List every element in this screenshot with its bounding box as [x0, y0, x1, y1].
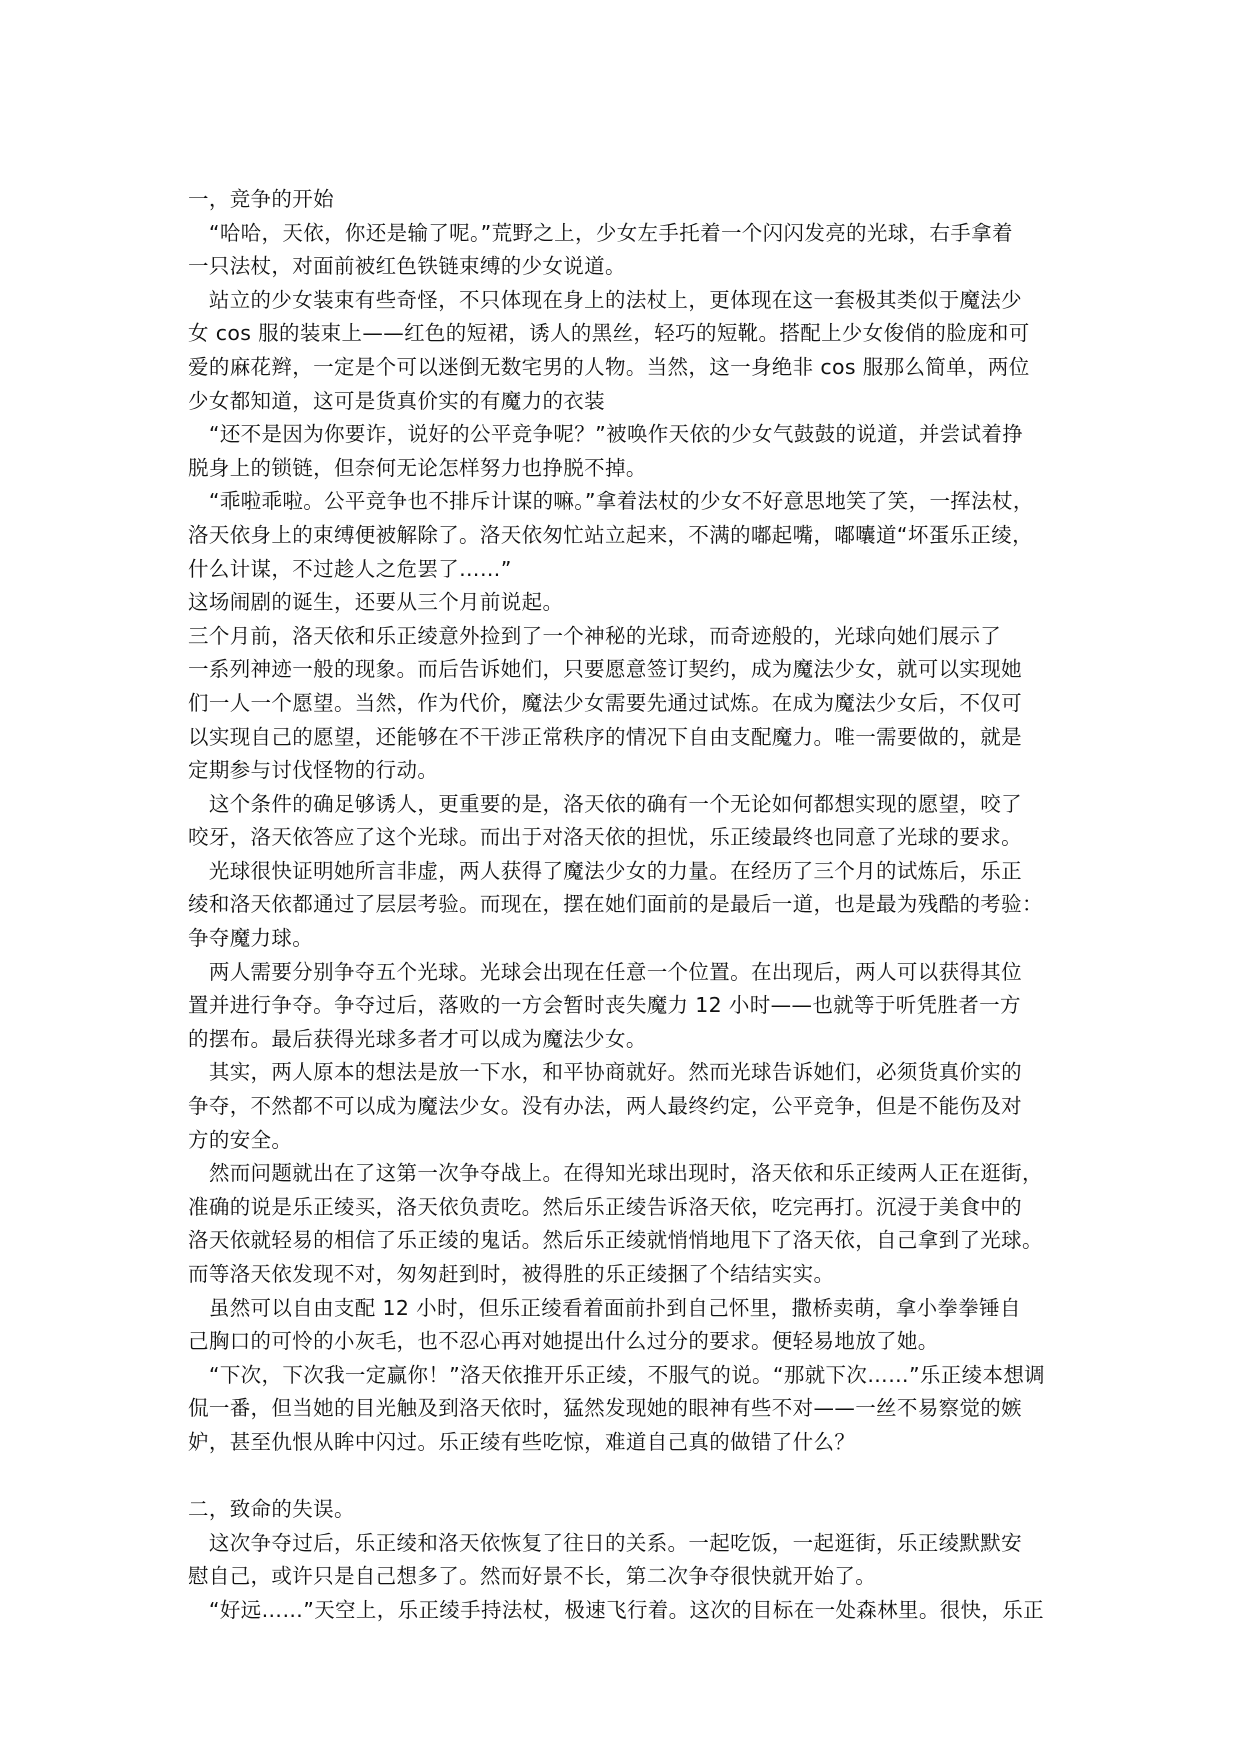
text-line: 争夺魔力球。: [188, 926, 314, 951]
text-line: 然而问题就出在了这第一次争夺战上。在得知光球出现时，洛天依和乐正绫两人正在逛街，: [188, 1161, 1043, 1186]
text-line: “乖啦乖啦。公平竞争也不排斥计谋的嘛。”拿着法杖的少女不好意思地笑了笑，一挥法杖，: [188, 489, 1034, 514]
text-line: 女 cos 服的装束上——红色的短裙，诱人的黑丝，轻巧的短靴。搭配上少女俊俏的脸庞和可: [188, 321, 1030, 346]
text-line: 光球很快证明她所言非虚，两人获得了魔法少女的力量。在经历了三个月的试炼后，乐正: [188, 858, 1022, 883]
section-heading: 一，竞争的开始: [188, 187, 334, 211]
text-line: 争夺，不然都不可以成为魔法少女。没有办法，两人最终约定，公平竞争，但是不能伤及对: [188, 1094, 1022, 1119]
text-line: 绫和洛天依都通过了层层考验。而现在，摆在她们面前的是最后一道，也是最为残酷的考验：: [188, 892, 1043, 917]
text-line: “还不是因为你要诈，说好的公平竞争呢？”被唤作天依的少女气鼓鼓的说道，并尝试着挣: [188, 422, 1024, 447]
text-line: 什么计谋，不过趁人之危罢了……”: [188, 556, 512, 581]
text-line: 站立的少女装束有些奇怪，不只体现在身上的法杖上，更体现在这一套极其类似于魔法少: [188, 287, 1022, 312]
text-line: 们一人一个愿望。当然，作为代价，魔法少女需要先通过试炼。在成为魔法少女后，不仅可: [188, 690, 1022, 715]
text-line: 两人需要分别争夺五个光球。光球会出现在任意一个位置。在出现后，两人可以获得其位: [188, 959, 1022, 984]
text-line: “好远……”天空上，乐正绫手持法杖，极速飞行着。这次的目标在一处森林里。很快，乐正: [188, 1597, 1044, 1622]
text-line: 其实，两人原本的想法是放一下水，和平协商就好。然而光球告诉她们，必须货真价实的: [188, 1060, 1022, 1085]
text-line: 爱的麻花辫，一定是个可以迷倒无数宅男的人物。当然，这一身绝非 cos 服那么简单，两位: [188, 354, 1030, 379]
section-body: [188, 1527, 1058, 1628]
text-line: 方的安全。: [188, 1127, 293, 1152]
text-line: 己胸口的可怜的小灰毛，也不忍心再对她提出什么过分的要求。便轻易地放了她。: [188, 1329, 939, 1354]
text-line: 虽然可以自由支配 12 小时，但乐正绫看着面前扑到自己怀里，撒桥卖萌，拿小拳拳锤自: [188, 1295, 1021, 1320]
text-line: 准确的说是乐正绫买，洛天依负责吃。然后乐正绫告诉洛天依，吃完再打。沉浸于美食中的: [188, 1194, 1022, 1219]
text-line: 定期参与讨伐怪物的行动。: [188, 758, 439, 783]
text-line: 这场闹剧的诞生，还要从三个月前说起。: [188, 590, 564, 615]
text-line: 脱身上的锁链，但奈何无论怎样努力也挣脱不掉。: [188, 455, 647, 480]
text-line: “下次，下次我一定赢你！”洛天依推开乐正绫，不服气的说。“那就下次……”乐正绫本想调: [188, 1362, 1046, 1387]
text-line: 这个条件的确足够诱人，更重要的是，洛天依的确有一个无论如何都想实现的愿望，咬了: [188, 791, 1022, 816]
text-line: 以实现自己的愿望，还能够在不干涉正常秩序的情况下自由支配魔力。唯一需要做的，就是: [188, 724, 1022, 749]
text-line: 洛天依就轻易的相信了乐正绫的鬼话。然后乐正绫就悄悄地甩下了洛天依，自己拿到了光球。: [188, 1228, 1043, 1253]
text-line: 妒，甚至仇恨从眸中闪过。乐正绫有些吃惊，难道自己真的做错了什么？: [188, 1429, 856, 1454]
section-body: [188, 217, 1058, 1460]
text-line: 侃一番，但当她的目光触及到洛天依时，猛然发现她的眼神有些不对——一丝不易察觉的嫉: [188, 1396, 1022, 1421]
text-line: 而等洛天依发现不对，匆匆赶到时，被得胜的乐正绫捆了个结结实实。: [188, 1262, 835, 1286]
text-line: 的摆布。最后获得光球多者才可以成为魔法少女。: [188, 1026, 647, 1051]
text-line: 洛天依身上的束缚便被解除了。洛天依匆忙站立起来，不满的嘟起嘴，嘟囔道“坏蛋乐正绫，: [188, 522, 1033, 547]
document-page: [188, 183, 1058, 1628]
section-spacer: [188, 1460, 1058, 1494]
text-line: 慰自己，或许只是自己想多了。然而好景不长，第二次争夺很快就开始了。: [188, 1564, 877, 1589]
section-heading: 二，致命的失误。: [188, 1497, 355, 1522]
text-line: “哈哈，天依，你还是输了呢。”荒野之上，少女左手托着一个闪闪发亮的光球，右手拿着: [188, 220, 1013, 245]
text-line: 这次争夺过后，乐正绫和洛天依恢复了往日的关系。一起吃饭，一起逛街，乐正绫默默安: [188, 1530, 1022, 1555]
text-line: 少女都知道，这可是货真价实的有魔力的衣装: [188, 388, 605, 413]
text-line: 置并进行争夺。争夺过后，落败的一方会暂时丧失魔力 12 小时——也就等于听凭胜者一方: [188, 993, 1021, 1018]
text-line: 一只法杖，对面前被红色铁链束缚的少女说道。: [188, 254, 626, 279]
text-line: 咬牙，洛天依答应了这个光球。而出于对洛天依的担忧，乐正绫最终也同意了光球的要求。: [188, 825, 1022, 850]
text-line: 三个月前，洛天依和乐正绫意外捡到了一个神秘的光球，而奇迹般的，光球向她们展示了: [188, 623, 1002, 648]
text-line: 一系列神迹一般的现象。而后告诉她们，只要愿意签订契约，成为魔法少女，就可以实现她: [188, 657, 1022, 682]
